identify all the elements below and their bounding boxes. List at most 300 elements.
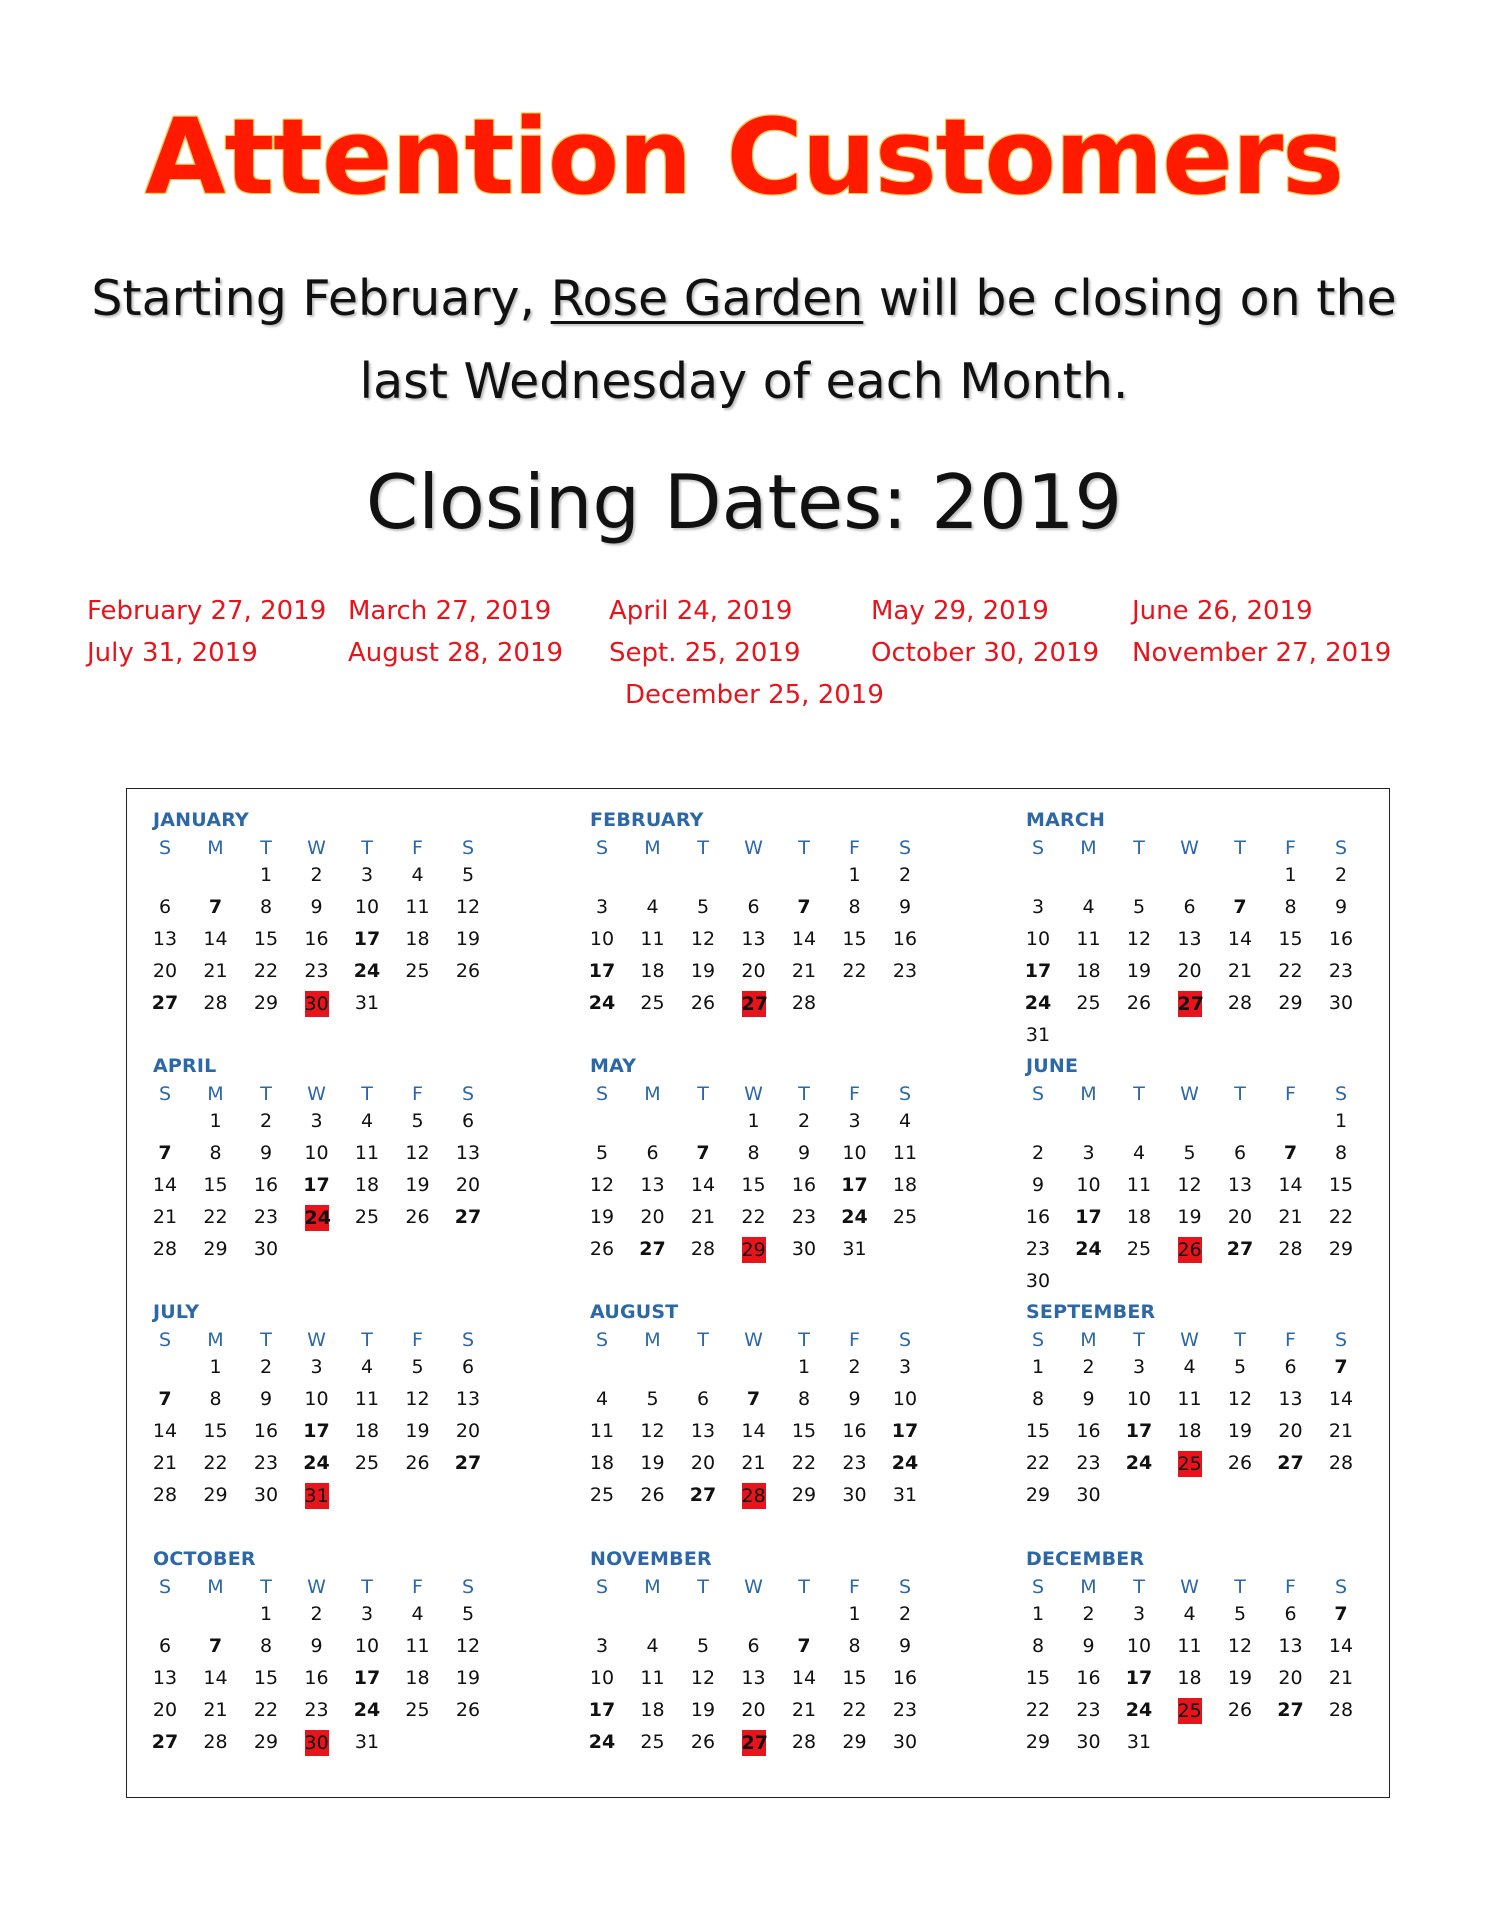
weekday-header: W (744, 1576, 763, 1598)
calendar-day: 5 (646, 1388, 659, 1410)
weekday-header: S (1031, 837, 1045, 859)
month-name: AUGUST (590, 1301, 679, 1323)
calendar-day: 13 (1278, 1635, 1303, 1657)
calendar-day: 15 (1025, 1667, 1051, 1689)
calendar-day: 21 (791, 1699, 817, 1721)
calendar-day: 23 (304, 960, 329, 982)
calendar-day: 2 (848, 1356, 861, 1378)
calendar-day: 20 (1227, 1206, 1253, 1228)
weekday-header: F (849, 1083, 860, 1105)
weekday-header: T (260, 1329, 272, 1351)
calendar-day: 13 (1177, 928, 1202, 950)
calendar-day: 28 (791, 992, 817, 1014)
calendar-day: 5 (1183, 1142, 1196, 1164)
calendar-day: 13 (455, 1388, 481, 1410)
weekday-header: F (1285, 1576, 1296, 1598)
weekday-header: S (158, 1083, 172, 1105)
calendar-day: 17 (1125, 1667, 1153, 1689)
calendar-day: 22 (842, 1699, 867, 1721)
calendar-day: 6 (158, 896, 172, 918)
calendar-day: 21 (203, 960, 228, 982)
calendar-day: 28 (152, 1238, 178, 1260)
weekday-header: S (1334, 1576, 1348, 1598)
calendar-day: 2 (259, 1110, 273, 1132)
month-name: SEPTEMBER (1026, 1301, 1156, 1323)
calendar-day: 24 (588, 1731, 616, 1753)
calendar-day: 2 (898, 864, 912, 886)
calendar-day: 24 (588, 992, 616, 1014)
calendar-day: 20 (741, 960, 766, 982)
weekday-header: T (1133, 837, 1145, 859)
calendar-day: 29 (1328, 1238, 1354, 1260)
weekday-header: M (207, 1083, 224, 1105)
calendar-day: 4 (411, 864, 424, 886)
closing-day: 30 (304, 993, 329, 1015)
calendar-day: 9 (1334, 896, 1348, 918)
calendar-day: 5 (595, 1142, 609, 1164)
calendar-day: 6 (158, 1635, 172, 1657)
calendar-day: 29 (253, 1731, 279, 1753)
calendar-day: 29 (253, 992, 279, 1014)
month-may (590, 1055, 930, 1285)
weekday-header: S (595, 837, 609, 859)
weekday-header: F (412, 837, 423, 859)
calendar-day: 30 (892, 1731, 918, 1753)
weekday-header: W (744, 1083, 763, 1105)
calendar-day: 24 (1125, 1452, 1153, 1474)
calendar-day: 6 (646, 1142, 659, 1164)
closing-date: July 31, 2019 (87, 638, 258, 668)
calendar-day: 8 (1031, 1388, 1045, 1410)
calendar-day: 27 (639, 1238, 666, 1260)
calendar-day: 17 (1075, 1206, 1102, 1228)
calendar-day: 4 (646, 1635, 659, 1657)
weekday-header: T (697, 1576, 709, 1598)
calendar-day: 8 (797, 1388, 811, 1410)
calendar-day: 7 (1283, 1142, 1298, 1164)
weekday-header: W (1180, 1576, 1199, 1598)
weekday-header: S (898, 1576, 912, 1598)
calendar-day: 20 (1278, 1420, 1303, 1442)
calendar-day: 14 (152, 1420, 178, 1442)
calendar-day: 10 (304, 1388, 329, 1410)
calendar-day: 27 (151, 1731, 179, 1753)
calendar-day: 14 (203, 1667, 228, 1689)
calendar-day: 11 (1076, 928, 1101, 950)
calendar-day: 7 (1233, 896, 1247, 918)
calendar-day: 21 (152, 1206, 178, 1228)
month-name: OCTOBER (153, 1548, 256, 1570)
calendar-day: 9 (259, 1142, 273, 1164)
calendar-day: 22 (1278, 960, 1303, 982)
month-march (1024, 809, 1366, 1046)
calendar-day: 12 (1177, 1174, 1202, 1196)
closing-day: 27 (741, 993, 768, 1015)
calendar-day: 4 (898, 1110, 912, 1132)
calendar-day: 30 (1328, 992, 1354, 1014)
calendar-day: 10 (354, 896, 380, 918)
calendar-day: 23 (892, 960, 918, 982)
calendar-day: 13 (152, 1667, 178, 1689)
weekday-header: T (798, 1329, 810, 1351)
calendar-day: 15 (1328, 1174, 1354, 1196)
calendar-day: 21 (741, 1452, 766, 1474)
weekday-header: W (744, 1329, 763, 1351)
weekday-header: T (361, 1329, 373, 1351)
calendar-day: 14 (690, 1174, 716, 1196)
month-name: JANUARY (153, 809, 249, 831)
calendar-day: 11 (640, 928, 665, 950)
calendar-day: 31 (354, 1731, 380, 1753)
calendar-day: 2 (1082, 1356, 1095, 1378)
calendar-day: 29 (1025, 1731, 1051, 1753)
calendar-day: 17 (588, 960, 616, 982)
calendar-day: 8 (1334, 1142, 1348, 1164)
calendar-day: 27 (454, 1206, 482, 1228)
calendar-day: 18 (405, 1667, 430, 1689)
weekday-header: T (260, 1083, 272, 1105)
calendar-day: 29 (203, 1238, 228, 1260)
calendar-day: 1 (797, 1356, 811, 1378)
closing-date: February 27, 2019 (87, 596, 327, 626)
calendar-day: 15 (1025, 1420, 1051, 1442)
weekday-header: W (1180, 1083, 1199, 1105)
closing-date: June 26, 2019 (1132, 596, 1313, 626)
calendar-day: 29 (1025, 1484, 1051, 1506)
calendar-day: 17 (1024, 960, 1052, 982)
calendar-day: 8 (747, 1142, 760, 1164)
month-december (1026, 1548, 1366, 1778)
calendar-day: 12 (405, 1388, 430, 1410)
calendar-day: 10 (589, 928, 615, 950)
calendar-day: 16 (842, 1420, 867, 1442)
weekday-header: M (644, 1329, 661, 1351)
calendar-day: 21 (152, 1452, 178, 1474)
calendar-day: 28 (1328, 1452, 1354, 1474)
weekday-header: S (595, 1083, 609, 1105)
calendar-day: 30 (842, 1484, 867, 1506)
calendar-day: 20 (152, 1699, 178, 1721)
month-august (590, 1301, 930, 1531)
calendar-day: 8 (848, 1635, 861, 1657)
calendar-day: 9 (259, 1388, 273, 1410)
calendar-day: 8 (1031, 1635, 1045, 1657)
weekday-header: F (1285, 837, 1296, 859)
calendar-day: 22 (791, 1452, 817, 1474)
calendar-day: 22 (842, 960, 867, 982)
calendar-day: 20 (1177, 960, 1202, 982)
closing-date: October 30, 2019 (871, 638, 1100, 668)
calendar-day: 5 (696, 1635, 710, 1657)
weekday-header: S (1334, 837, 1348, 859)
calendar-day: 18 (589, 1452, 615, 1474)
calendar-day: 16 (304, 1667, 329, 1689)
calendar-day: 1 (209, 1110, 222, 1132)
calendar-day: 12 (1227, 1635, 1253, 1657)
calendar-day: 8 (259, 1635, 273, 1657)
calendar-day: 19 (455, 928, 481, 950)
month-june (1025, 1055, 1366, 1292)
calendar-day: 25 (1076, 992, 1101, 1014)
weekday-header: W (744, 837, 763, 859)
announcement-text-start: Starting February, (91, 270, 551, 327)
closing-date: Sept. 25, 2019 (609, 638, 801, 668)
calendar-day: 14 (1328, 1635, 1354, 1657)
calendar-day: 11 (589, 1420, 615, 1442)
weekday-header: T (798, 1576, 810, 1598)
calendar-day: 9 (310, 896, 323, 918)
calendar-day: 30 (1076, 1484, 1101, 1506)
calendar-day: 13 (152, 928, 178, 950)
calendar-day: 5 (696, 896, 710, 918)
calendar-day: 2 (259, 1356, 273, 1378)
calendar-day: 26 (405, 1206, 430, 1228)
calendar-day: 4 (1082, 896, 1095, 918)
calendar-day: 23 (1328, 960, 1354, 982)
calendar-day: 28 (791, 1731, 817, 1753)
calendar-day: 11 (405, 1635, 430, 1657)
calendar-day: 3 (848, 1110, 861, 1132)
calendar-day: 10 (1076, 1174, 1101, 1196)
calendar-day: 3 (1132, 1356, 1146, 1378)
calendar-day: 18 (405, 928, 430, 950)
calendar-day: 4 (1183, 1356, 1196, 1378)
calendar-day: 7 (797, 896, 811, 918)
calendar-day: 7 (158, 1388, 172, 1410)
calendar-day: 26 (640, 1484, 665, 1506)
month-october (153, 1548, 493, 1778)
calendar-day: 18 (354, 1420, 380, 1442)
calendar-day: 18 (1126, 1206, 1152, 1228)
calendar-day: 20 (690, 1452, 716, 1474)
calendar-day: 6 (747, 1635, 760, 1657)
calendar-day: 18 (354, 1174, 380, 1196)
calendar-day: 2 (898, 1603, 912, 1625)
calendar-day: 4 (360, 1356, 374, 1378)
calendar-day: 22 (253, 960, 279, 982)
weekday-header: M (207, 1576, 224, 1598)
calendar-day: 5 (411, 1110, 424, 1132)
calendar-day: 21 (203, 1699, 228, 1721)
closing-day: 29 (741, 1239, 766, 1261)
calendar-day: 2 (1031, 1142, 1045, 1164)
calendar-day: 22 (1025, 1452, 1051, 1474)
calendar-day: 1 (747, 1110, 760, 1132)
calendar-day: 16 (1076, 1667, 1101, 1689)
calendar-day: 25 (354, 1452, 380, 1474)
calendar-day: 23 (304, 1699, 329, 1721)
calendar-day: 19 (1227, 1420, 1253, 1442)
calendar-day: 2 (310, 864, 323, 886)
calendar-day: 24 (891, 1452, 919, 1474)
calendar-day: 26 (1227, 1452, 1253, 1474)
calendar-day: 15 (203, 1174, 228, 1196)
calendar-day: 16 (304, 928, 329, 950)
calendar-day: 12 (405, 1142, 430, 1164)
weekday-header: S (1031, 1083, 1045, 1105)
calendar-day: 7 (696, 1142, 710, 1164)
month-november (590, 1548, 930, 1778)
calendar-day: 8 (259, 896, 273, 918)
calendar-day: 26 (1126, 992, 1152, 1014)
weekday-header: F (849, 1329, 860, 1351)
calendar-day: 2 (797, 1110, 811, 1132)
calendar-day: 31 (892, 1484, 918, 1506)
calendar-day: 18 (1076, 960, 1101, 982)
calendar-day: 16 (1328, 928, 1354, 950)
calendar-day: 6 (747, 896, 760, 918)
calendar-day: 3 (595, 896, 609, 918)
calendar-day: 20 (1278, 1667, 1303, 1689)
calendar-day: 8 (1284, 896, 1297, 918)
weekday-header: S (1031, 1576, 1045, 1598)
calendar-day: 13 (455, 1142, 481, 1164)
calendar-day: 29 (203, 1484, 228, 1506)
calendar-day: 14 (1227, 928, 1253, 950)
calendar-day: 29 (791, 1484, 817, 1506)
calendar-day: 28 (203, 992, 228, 1014)
calendar-2019 (126, 788, 1390, 1798)
weekday-header: S (898, 1083, 912, 1105)
calendar-day: 10 (1126, 1635, 1152, 1657)
announcement-line-1 (0, 270, 1488, 327)
calendar-day: 10 (892, 1388, 918, 1410)
calendar-day: 11 (892, 1142, 918, 1164)
weekday-header: S (158, 1329, 172, 1351)
calendar-day: 8 (848, 896, 861, 918)
weekday-header: M (644, 837, 661, 859)
calendar-day: 9 (898, 1635, 912, 1657)
weekday-header: F (849, 1576, 860, 1598)
calendar-day: 17 (353, 928, 381, 950)
weekday-header: M (1080, 1576, 1097, 1598)
calendar-day: 12 (589, 1174, 615, 1196)
calendar-day: 11 (354, 1142, 380, 1164)
weekday-header: T (361, 1576, 373, 1598)
weekday-header: T (1133, 1576, 1145, 1598)
calendar-day: 19 (1177, 1206, 1202, 1228)
month-name: FEBRUARY (590, 809, 704, 831)
calendar-day: 6 (1233, 1142, 1247, 1164)
calendar-day: 24 (353, 1699, 381, 1721)
calendar-day: 19 (1126, 960, 1152, 982)
calendar-day: 19 (690, 960, 716, 982)
month-name: NOVEMBER (590, 1548, 712, 1570)
calendar-day: 26 (690, 1731, 716, 1753)
calendar-day: 5 (411, 1356, 424, 1378)
closing-day: 27 (741, 1732, 768, 1754)
calendar-day: 2 (1334, 864, 1348, 886)
calendar-day: 10 (1025, 928, 1051, 950)
calendar-day: 4 (595, 1388, 609, 1410)
calendar-day: 21 (1328, 1667, 1354, 1689)
calendar-day: 22 (203, 1452, 228, 1474)
calendar-day: 3 (310, 1356, 323, 1378)
calendar-day: 18 (892, 1174, 918, 1196)
weekday-header: M (1080, 1083, 1097, 1105)
weekday-header: S (1334, 1329, 1348, 1351)
calendar-day: 6 (461, 1356, 475, 1378)
calendar-day: 15 (203, 1420, 228, 1442)
calendar-day: 30 (1025, 1270, 1051, 1292)
calendar-day: 30 (1076, 1731, 1101, 1753)
calendar-day: 23 (892, 1699, 918, 1721)
calendar-day: 20 (741, 1699, 766, 1721)
calendar-day: 21 (791, 960, 817, 982)
calendar-day: 8 (209, 1142, 222, 1164)
announcement-line-2: last Wednesday of each Month. (359, 353, 1129, 410)
calendar-day: 19 (589, 1206, 615, 1228)
calendar-day: 18 (1177, 1420, 1202, 1442)
closing-date: August 28, 2019 (348, 638, 564, 668)
calendar-day: 25 (589, 1484, 615, 1506)
calendar-day: 5 (1233, 1603, 1247, 1625)
calendar-day: 1 (259, 1603, 273, 1625)
month-april (153, 1055, 493, 1285)
weekday-header: F (849, 837, 860, 859)
calendar-day: 6 (696, 1388, 710, 1410)
calendar-day: 4 (646, 896, 659, 918)
calendar-day: 24 (1024, 992, 1052, 1014)
calendar-day: 22 (203, 1206, 228, 1228)
calendar-day: 5 (1233, 1356, 1247, 1378)
weekday-header: T (1234, 1083, 1246, 1105)
calendar-day: 7 (797, 1635, 811, 1657)
calendar-day: 21 (1278, 1206, 1303, 1228)
weekday-header: T (361, 837, 373, 859)
closing-date: December 25, 2019 (625, 680, 884, 710)
headline: Attention Customers (144, 96, 1344, 218)
weekday-header: S (1031, 1329, 1045, 1351)
calendar-day: 6 (1284, 1356, 1297, 1378)
calendar-day: 16 (1076, 1420, 1101, 1442)
calendar-day: 16 (892, 928, 918, 950)
weekday-header: T (1234, 837, 1246, 859)
closing-day: 25 (1177, 1700, 1202, 1722)
calendar-day: 29 (1278, 992, 1303, 1014)
calendar-day: 7 (1334, 1603, 1348, 1625)
calendar-day: 17 (303, 1174, 330, 1196)
calendar-day: 10 (304, 1142, 329, 1164)
calendar-day: 19 (690, 1699, 716, 1721)
calendar-day: 22 (1025, 1699, 1051, 1721)
month-january (153, 809, 493, 1039)
closing-day: 25 (1177, 1453, 1202, 1475)
calendar-day: 28 (690, 1238, 716, 1260)
calendar-day: 26 (405, 1452, 430, 1474)
calendar-day: 24 (353, 960, 381, 982)
calendar-day: 1 (1334, 1110, 1348, 1132)
calendar-day: 31 (1126, 1731, 1152, 1753)
weekday-header: F (1285, 1083, 1296, 1105)
month-september (1026, 1301, 1366, 1531)
calendar-day: 20 (455, 1420, 481, 1442)
calendar-day: 12 (690, 928, 716, 950)
calendar-day: 30 (791, 1238, 817, 1260)
calendar-day: 30 (253, 1238, 279, 1260)
calendar-day: 19 (455, 1667, 481, 1689)
calendar-day: 25 (405, 960, 430, 982)
calendar-day: 24 (1125, 1699, 1153, 1721)
calendar-day: 22 (1328, 1206, 1354, 1228)
calendar-day: 15 (791, 1420, 817, 1442)
calendar-day: 13 (741, 1667, 766, 1689)
calendar-day: 27 (151, 992, 179, 1014)
closing-date: November 27, 2019 (1132, 638, 1392, 668)
calendar-day: 20 (455, 1174, 481, 1196)
calendar-day: 1 (1284, 864, 1297, 886)
calendar-day: 29 (842, 1731, 867, 1753)
